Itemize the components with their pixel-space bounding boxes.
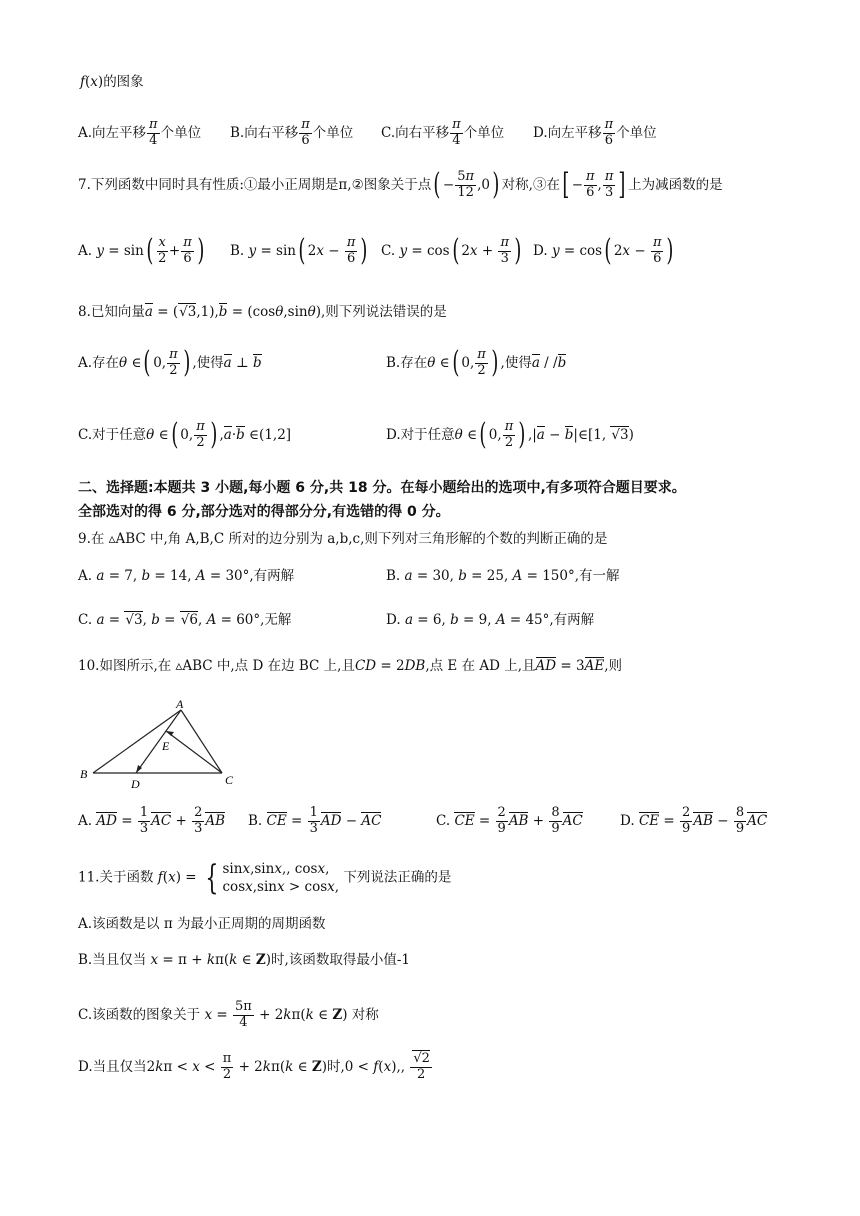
- q11-option-c: C.该函数的图象关于 x = $\frac{5\pi}{4}$ + 2kπ(k ∈ Z) 对称: [78, 999, 379, 1030]
- q7-option-a: A. y = sin( $\frac{x}{2}$ + $\frac{\pi}{6}$ ): [78, 233, 205, 269]
- q10-option-d: D. CE = $\frac{2}{9}$ AB − $\frac{8}{9}$ AC: [620, 805, 768, 836]
- q9-option-d: D. a = 6, b = 9, A = 45°,有两解: [386, 612, 595, 628]
- q7-option-d: D. y = cos( 2x − $\frac{\pi}{6}$ ): [533, 233, 674, 269]
- section2-line2: 全部选对的得 6 分,部分选对的得部分分,有选错的得 0 分。: [78, 504, 450, 520]
- q9-option-b: B. a = 30, b = 25, A = 150°,有一解: [386, 568, 620, 584]
- q6-option-b: B.向右平移 $\frac{\pi}{6}$ 个单位: [230, 117, 354, 148]
- triangle-figure: [76, 696, 246, 796]
- q11-option-d: D.当且仅当2kπ < x < $\frac{\pi}{2}$ + 2kπ(k ∈ Z)时,0 < f(x),, $\frac{√2}{2}$: [78, 1051, 430, 1082]
- q7-stem: 7.下列函数中同时具有性质:①最小正周期是π,②图象关于点( − $\frac{5\pi}{12}$ ,0) 对称,③在[ − $\frac{\pi}{6}$ , $\frac{\pi}{3}$ ] 上为减函数的是: [78, 167, 723, 203]
- q9-option-a: A. a = 7, b = 14, A = 30°,有两解: [78, 568, 295, 584]
- section2-line1: 二、选择题:本题共 3 小题,每小题 6 分,共 18 分。在每小题给出的选项中,有多项符合题目要求。: [78, 480, 686, 496]
- q10-option-c: C. CE = $\frac{2}{9}$ AB + $\frac{8}{9}$ AC: [436, 805, 583, 836]
- label-a: A: [176, 697, 184, 711]
- q8-option-b: B.存在θ ∈( 0, $\frac{\pi}{2}$ ) ,使得a / /b: [386, 345, 567, 381]
- q8-option-a: A.存在θ ∈( 0, $\frac{\pi}{2}$ ) ,使得a ⊥ b: [78, 345, 262, 381]
- q10-option-a: A. AD = $\frac{1}{3}$ AC + $\frac{2}{3}$ AB: [78, 805, 226, 836]
- q9-stem: 9.在 ▵ABC 中,角 A,B,C 所对的边分别为 a,b,c,则下列对三角形解的个数的判断正确的是: [78, 531, 608, 547]
- q11-option-a: A.该函数是以 π 为最小正周期的周期函数: [78, 916, 326, 932]
- q6-option-c: C.向右平移 $\frac{\pi}{4}$ 个单位: [381, 117, 505, 148]
- q11-option-b: B.当且仅当 x = π + kπ(k ∈ Z)时,该函数取得最小值-1: [78, 952, 410, 968]
- q7-option-c: C. y = cos( 2x + $\frac{\pi}{3}$ ): [381, 233, 522, 269]
- label-d: D: [131, 777, 140, 791]
- q10-stem: 10.如图所示,在 ▵ABC 中,点 D 在边 BC 上,且CD = 2DB,点 E 在 AD 上,且AD = 3AE,则: [78, 658, 622, 674]
- label-e: E: [162, 739, 170, 753]
- label-c: C: [225, 773, 234, 787]
- q11-stem: 11.关于函数 f(x) = { sinx,sinx,, cosx, cosx,sinx > cosx, 下列说法正确的是: [78, 858, 452, 899]
- q6-option-d: D.向左平移 $\frac{\pi}{6}$ 个单位: [533, 117, 657, 148]
- header-line: f(x)的图象: [80, 74, 144, 90]
- q8-stem: 8.已知向量a = (√3,1),b = (cosθ,sinθ),则下列说法错误的是: [78, 304, 447, 320]
- q6-option-a: A.向左平移 $\frac{\pi}{4}$ 个单位: [78, 117, 202, 148]
- q8-option-d: D.对于任意θ ∈( 0, $\frac{\pi}{2}$ ) ,|a − b|∈[1, √3): [386, 417, 634, 453]
- q7-option-b: B. y = sin( 2x − $\frac{\pi}{6}$ ): [230, 233, 368, 269]
- label-b: B: [80, 767, 88, 781]
- q8-option-c: C.对于任意θ ∈( 0, $\frac{\pi}{2}$ ) ,a·b ∈(1,2]: [78, 417, 292, 453]
- q10-option-b: B. CE = $\frac{1}{3}$ AD − AC: [248, 805, 382, 836]
- q9-option-c: C. a = √3, b = √6, A = 60°,无解: [78, 612, 292, 628]
